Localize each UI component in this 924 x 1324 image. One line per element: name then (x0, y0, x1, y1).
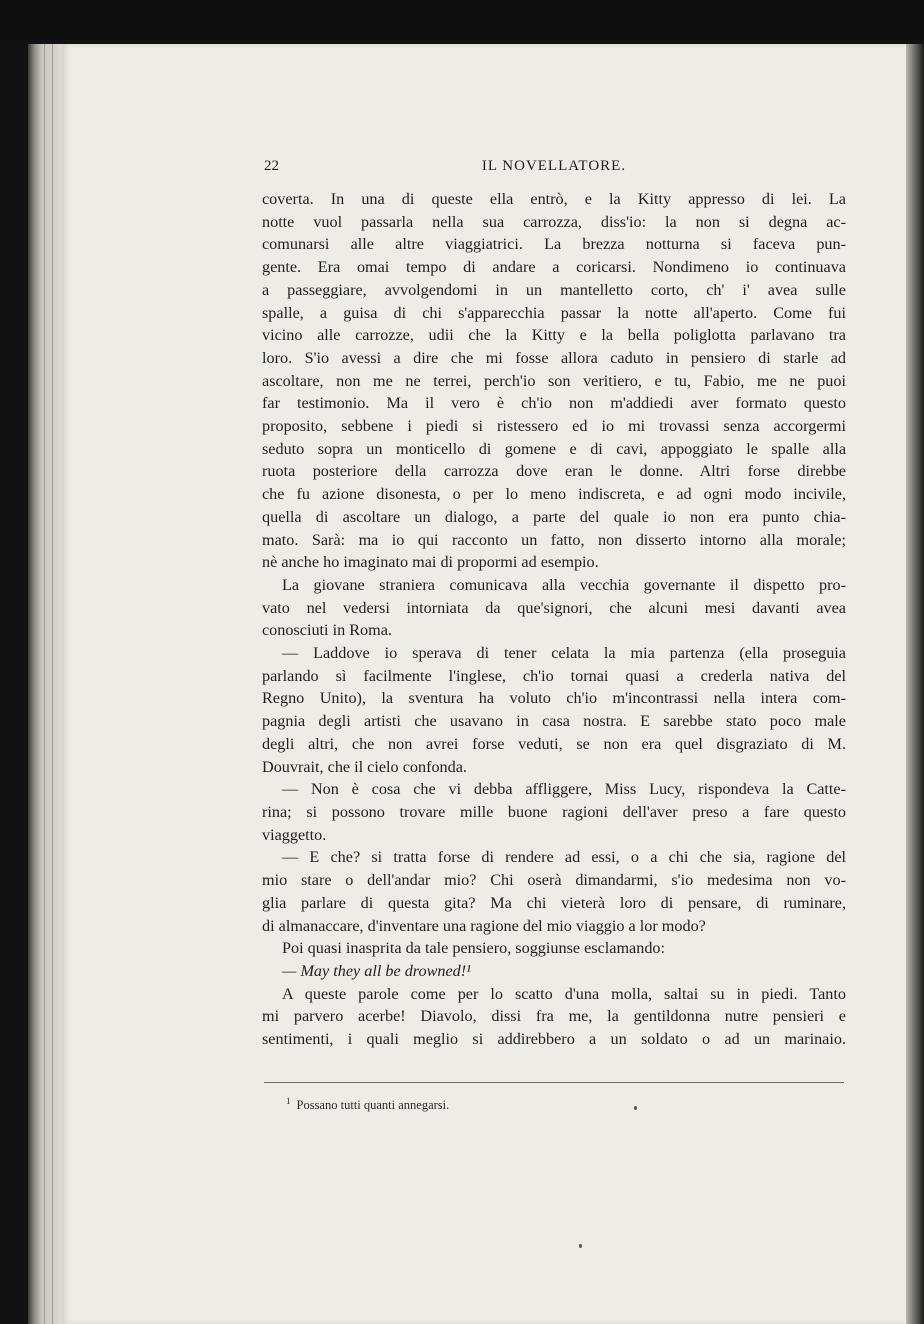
text-line: di almanaccare, d'inventare una ragione del mio viaggio a lor modo? (262, 916, 706, 935)
text-line: notte vuol passarla nella sua carrozza, diss'io: la non si degna ac- (262, 212, 846, 231)
text-line: degli altri, che non avrei forse veduti, se non era quel disgraziato di M. (262, 734, 846, 753)
text-line (262, 960, 846, 983)
text-line: mio stare o dell'andar mio? Chi oserà dimandarmi, s'io medesima non vo- (262, 871, 846, 890)
text-line: mato. Sarà: ma io qui racconto un fatto, non disserto intorno alla morale; (262, 530, 846, 549)
text-line: — E che? si tratta forse di rendere ad essi, o a chi che sia, ragione del (282, 848, 846, 867)
text-line: quella di ascoltare un dialogo, a parte del quale io non era punto chia- (262, 507, 846, 526)
text-line: spalle, a guisa di chi s'apparecchia passar la notte all'aperto. Come fui (262, 303, 846, 322)
running-head: IL NOVELLATORE. (481, 158, 627, 174)
text-line: — Non è cosa che vi debba affliggere, Miss Lucy, rispondeva la Catte- (282, 780, 846, 799)
text-line: Regno Unito), la sventura ha voluto ch'io m'incontrassi nella intera com- (262, 689, 846, 708)
text-line: comunarsi alle altre viaggiatrici. La brezza notturna si faceva pun- (262, 235, 846, 254)
footnote-text: Possano tutti quanti annegarsi. (296, 1098, 450, 1113)
text-line: ruota posteriore della carrozza dove eran le donne. Altri forse direbbe (262, 462, 846, 481)
text-line: Poi quasi inasprita da tale pensiero, soggiunse esclamando: (282, 939, 666, 958)
text-line: parlando sì facilmente l'inglese, ch'io tornai quasi a crederla nativa del (262, 666, 846, 685)
text-line: coverta. In una di queste ella entrò, e la Kitty appresso di lei. La (262, 190, 846, 208)
text-line: A queste parole come per lo scatto d'una molla, saltai su in piedi. Tanto (282, 984, 846, 1003)
page-right-edge (906, 44, 924, 1324)
text-line: che fu azione disonesta, o per lo meno indiscreta, e ad ogni modo incivile, (262, 485, 846, 504)
text-line: proposito, sebbene i piedi si ristessero ed io mi trovassi senza accorgermi (262, 417, 846, 436)
footnote-marker: 1 (286, 1096, 291, 1106)
text-line: glia parlare di questa gita? Ma chi vieterà loro di pensare, di ruminare, (262, 893, 846, 912)
text-line: viaggetto. (262, 825, 327, 844)
text-line: mi parvero acerbe! Diavolo, dissi fra me, la gentildonna nutre pensieri e (262, 1007, 846, 1026)
text-line: far testimonio. Ma il vero è ch'io non m'addiedi aver formato questo (262, 394, 846, 413)
text-line: vato nel vedersi intorniata da que'signori, che alcuni mesi davanti avea (262, 598, 846, 617)
text-line: pagnia degli artisti che usavano in casa nostra. E sarebbe stato poco male (262, 712, 846, 731)
text-line: nè anche ho imaginato mai di propormi ad esempio. (262, 553, 599, 572)
text-line: vicino alle carrozze, udii che la Kitty e la bella poliglotta parlavano tra (262, 326, 846, 345)
text-line: sentimenti, i quali meglio si addirebbero a un soldato o ad un marinaio. (262, 1030, 846, 1049)
ink-speck (579, 1244, 582, 1248)
exclamation-line: — May they all be drowned!¹ (282, 961, 472, 980)
page-header (264, 158, 844, 182)
ink-speck (634, 1106, 637, 1110)
text-line: gente. Era omai tempo di andare a coricarsi. Nondimeno io continuava (262, 258, 846, 277)
text-line: — Laddove io sperava di tener celata la mia partenza (ella proseguia (282, 644, 846, 663)
text-line: conosciuti in Roma. (262, 621, 392, 640)
text-line: loro. S'io avessi a dire che mi fosse allora caduto in pensiero di starle ad (262, 348, 846, 367)
page-number: 22 (264, 158, 279, 174)
text-line: a passeggiare, avvolgendomi in un mantelletto corto, ch' i' avea sulle (262, 280, 846, 299)
text-line: La giovane straniera comunicava alla vecchia governante il dispetto pro- (282, 575, 846, 594)
footnote (286, 1093, 806, 1113)
text-line: Douvrait, che il cielo confonda. (262, 757, 467, 776)
text-line: seduto sopra un monticello di gomene e di cavi, appoggiato le spalle alla (262, 439, 846, 458)
scan-background-top (0, 0, 924, 40)
footnote-rule (264, 1082, 844, 1083)
body-text (262, 188, 846, 1051)
text-line: ascoltare, non me ne terrei, perch'io son veritiero, e tu, Fabio, me ne puoi (262, 371, 846, 390)
text-line: rina; si possono trovare mille buone ragioni dell'aver preso a fare questo (262, 802, 846, 821)
